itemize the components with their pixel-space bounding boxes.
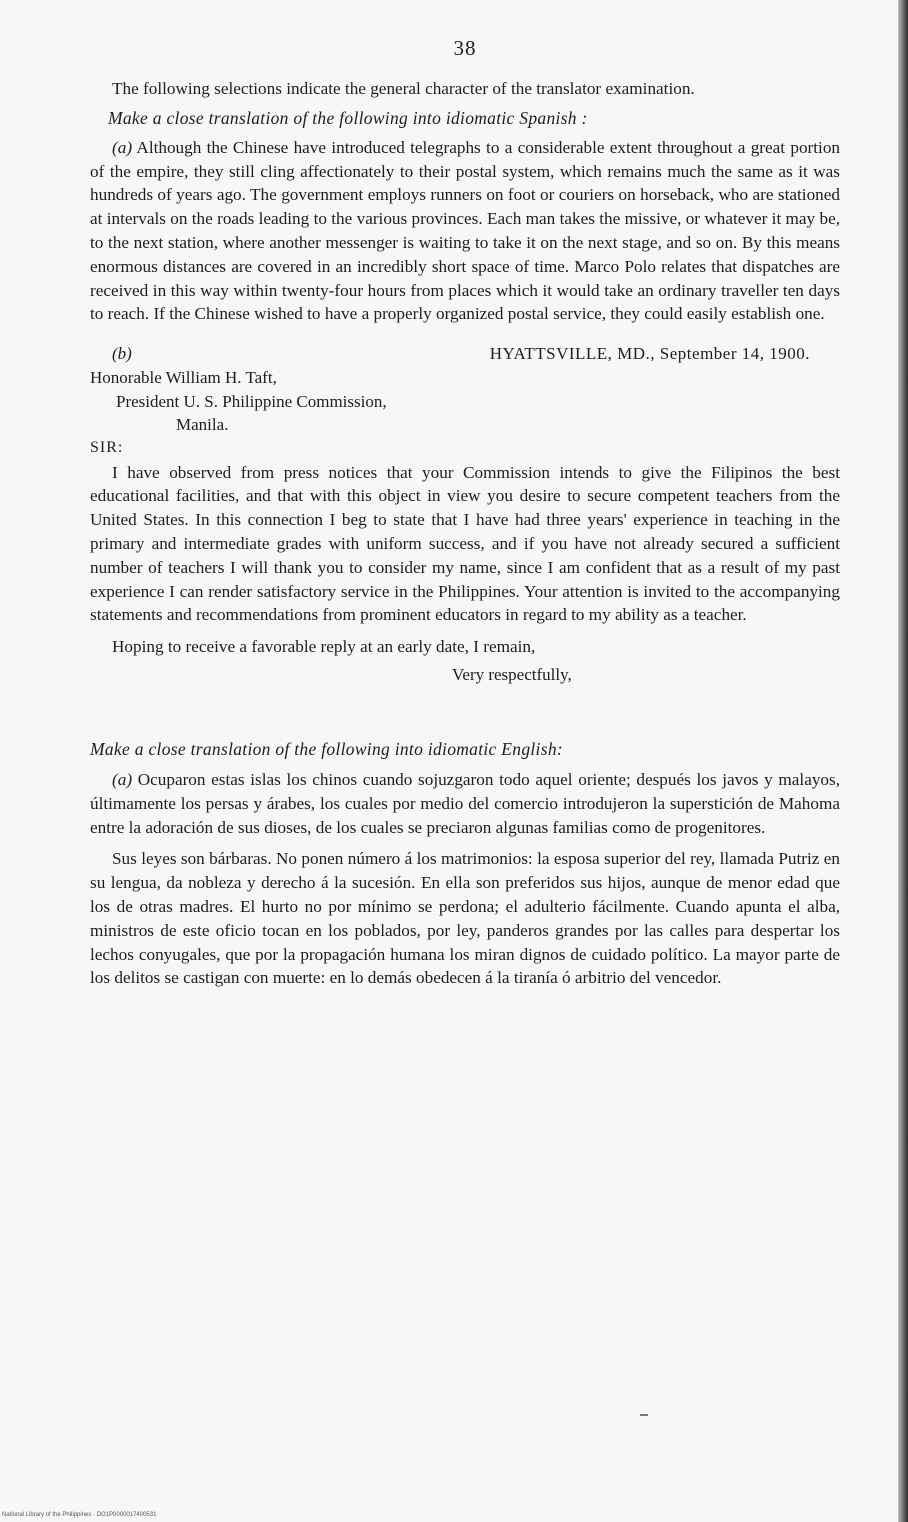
spanish-passage-marker: (a)	[112, 770, 133, 790]
letter-addressee-name: Honorable William H. Taft,	[90, 368, 277, 388]
passage-b-marker: (b)	[112, 344, 132, 364]
section-heading-english: Make a close translation of the following into idiomatic English:	[90, 739, 564, 760]
page-edge-shadow	[898, 0, 908, 1522]
intro-paragraph: The following selections indicate the general character of the translator examination.	[112, 79, 695, 98]
spanish-paragraph-2: Sus leyes son bárbaras. No ponen número á los matrimonios: la esposa superior del rey, llamada Putriz en su lengua, da nobleza y derecho á la sucesión. En ella son preferidos sus hijos, aunque de menor edad que los de otras madres. El hurto no por mínimo se perdona; el adulterio fácilmente. Cuando apunta el alba, ministros de este oficio tocan en los poblados, por ley, panderos grandes por las calles para despertar los lechos conyugales, que por la propagación humana los miran dignos de cuidado político. La mayor parte de los delitos se castigan con muerte: en lo demás obedecen á la tiranía ó arbitrio del vencedor.	[90, 849, 840, 988]
letter-place-date: HYATTSVILLE, MD., September 14, 1900.	[489, 344, 810, 364]
passage-a-marker: (a)	[112, 137, 133, 157]
letter-signoff: Very respectfully,	[452, 665, 572, 685]
passage-a-text: Although the Chinese have introduced telegraphs to a considerable extent throughout a great portion of the empire, they still cling affectionately to their postal system, which remains much the same as it was hundreds of years ago. The government employs runners on foot or couriers on horseback, who are stationed at intervals on the roads leading to the various provinces. Each man takes the missive, or whatever it may be, to the next station, where another messenger is waiting to take it on the next stage, and so on. By this means enormous distances are covered in an incredibly short space of time. Marco Polo relates that dispatches are received in this way within twenty-four hours from places which it would take an ordinary traveller ten days to reach. If the Chinese wished to have a properly organized postal service, they could easily establish one.	[90, 137, 841, 324]
section-heading-spanish: Make a close translation of the following into idiomatic Spanish :	[108, 107, 588, 128]
archive-footer: National Library of the Philippines · DO1P0000017400531	[2, 1512, 157, 1518]
letter-addressee-title: President U. S. Philippine Commission,	[116, 391, 387, 411]
letter-closing-line: Hoping to receive a favorable reply at an early date, I remain,	[112, 637, 536, 657]
page-number: 38	[453, 36, 477, 60]
stray-mark	[640, 1414, 648, 1416]
passage-a-english	[90, 136, 840, 326]
letter-salutation: SIR:	[90, 438, 124, 456]
page-content	[90, 36, 840, 990]
letter-body-paragraph: I have observed from press notices that your Commission intends to give the Filipinos the best educational facilities, and that with this object in view you desire to secure competent teachers from the United States. In this connection I beg to state that I have had three years' experience in teaching in the primary and intermediate grades with uniform success, and if you have not already secured a sufficient number of teachers I will thank you to consider my name, since I am confident that as a result of my past experience I can render satisfactory service in the Philippines. Your attention is invited to the accompanying statements and recommendations from prominent educators in regard to my ability as a teacher.	[90, 462, 840, 625]
spanish-paragraph-1	[90, 768, 840, 839]
letter-header	[90, 342, 840, 366]
spanish-paragraph-1-text: Ocuparon estas islas los chinos cuando sojuzgaron todo aquel oriente; después los javos y malayos, últimamente los persas y árabes, los cuales por medio del comercio introdujeron la superstición de Mahoma entre la adoración de sus dioses, de los cuales se preciaron algunas familias como de progenitores.	[90, 770, 841, 837]
letter-addressee-city: Manila.	[176, 415, 229, 435]
